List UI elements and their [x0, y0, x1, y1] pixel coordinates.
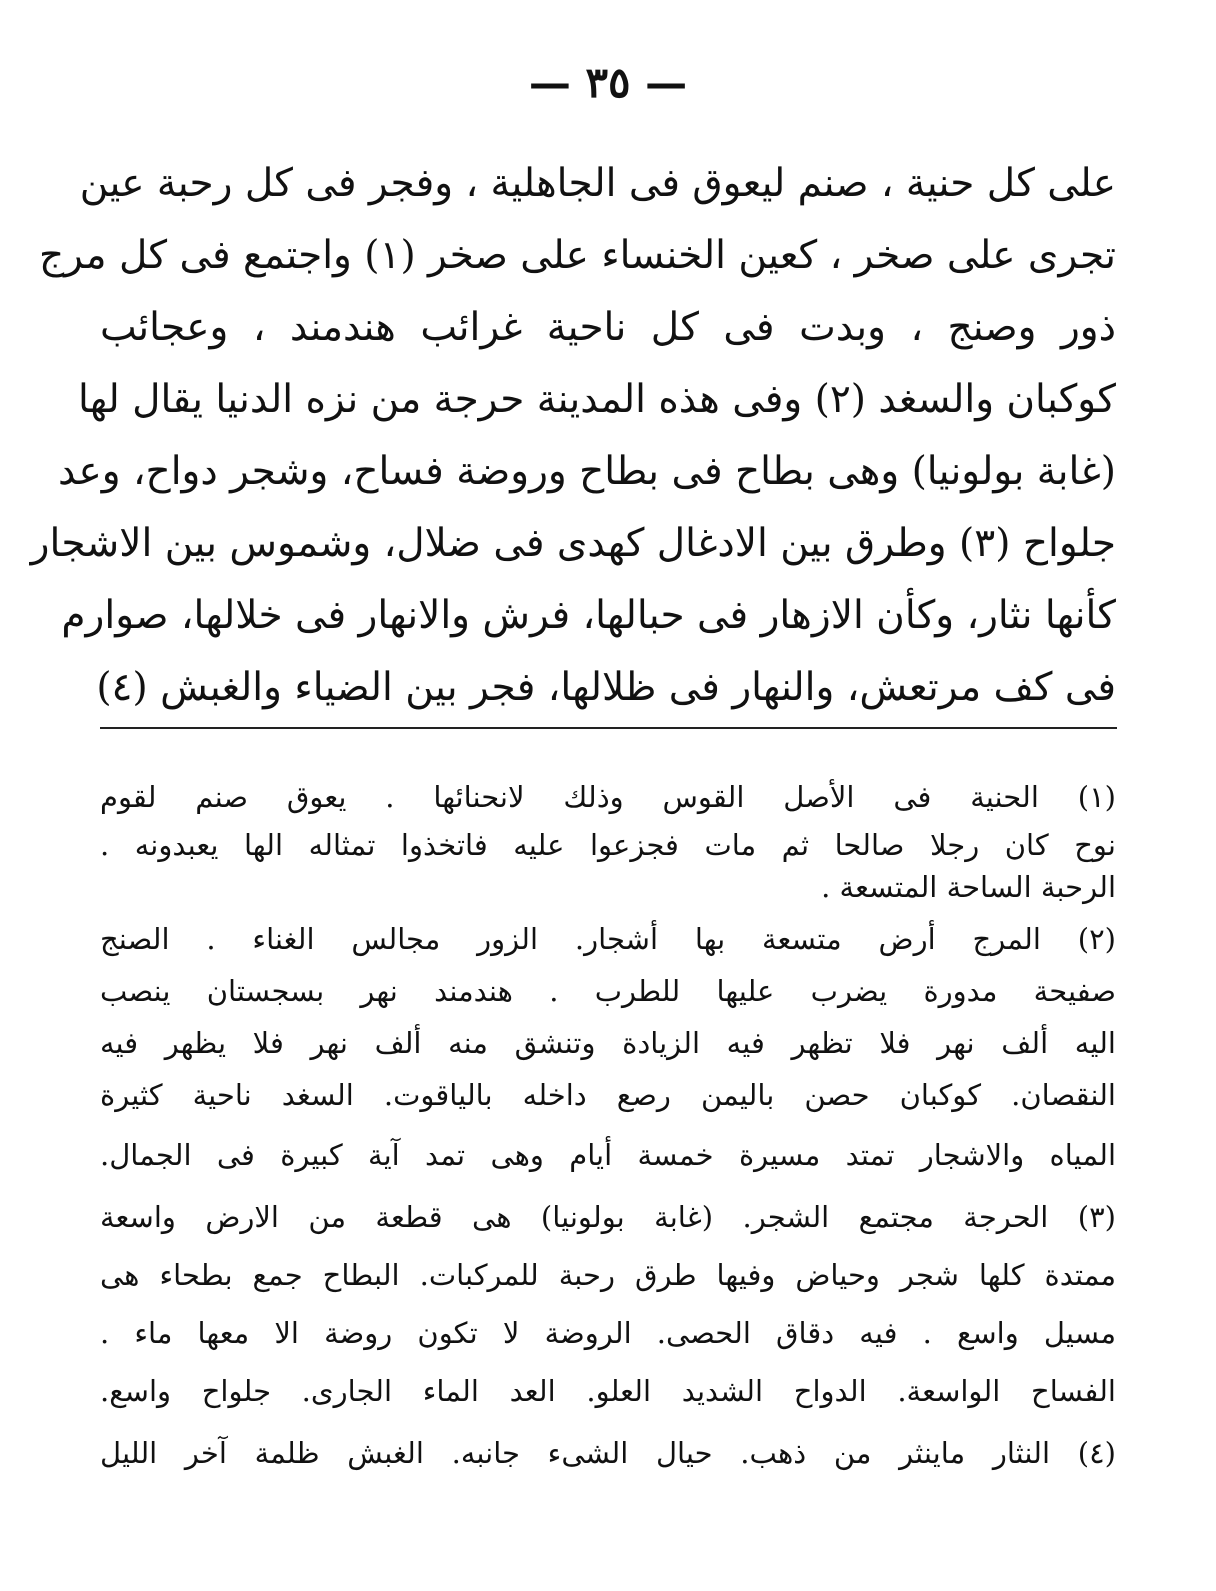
page-number: — ٣٥ —: [528, 58, 688, 107]
body-text-line: (غابة بولونيا) وهى بطاح فى بطاح وروضة فساح، وشجر دواح، وعد: [57, 449, 1116, 494]
footnote-line: النقصان. كوكبان حصن باليمن رصع داخله بالياقوت. السغد ناحية كثيرة: [100, 1078, 1116, 1112]
footnote-line: اليه ألف نهر فلا تظهر فيه الزيادة وتنشق منه ألف نهر فلا يظهر فيه: [100, 1026, 1116, 1060]
footnote-line: الرحبة الساحة المتسعة .: [821, 870, 1116, 904]
footnote-line: المياه والاشجار تمتد مسيرة خمسة أيام وهى تمد آية كبيرة فى الجمال.: [100, 1138, 1116, 1172]
body-text-line: كوكبان والسغد (٢) وفى هذه المدينة حرجة من نزه الدنيا يقال لها: [78, 377, 1116, 422]
body-text-line: فى كف مرتعش، والنهار فى ظلالها، فجر بين الضياء والغبش (٤): [96, 665, 1116, 710]
footnote-line: مسيل واسع . فيه دقاق الحصى. الروضة لا تكون روضة الا معها ماء .: [100, 1316, 1116, 1350]
footnote-line: نوح كان رجلا صالحا ثم مات فجزعوا عليه فاتخذوا تمثاله الها يعبدونه .: [100, 828, 1116, 862]
body-text-line: على كل حنية ، صنم ليعوق فى الجاهلية ، وفجر فى كل رحبة عين: [79, 161, 1116, 206]
body-text-line: كأنها نثار، وكأن الازهار فى حبالها، فرش والانهار فى خلالها، صوارم: [61, 593, 1116, 638]
body-text-line: ذور وصنج ، وبدت فى كل ناحية غرائب هندمند ، وعجائب: [100, 305, 1116, 350]
footnote-divider: [100, 727, 1117, 729]
footnote-line: الفساح الواسعة. الدواح الشديد العلو. العد الماء الجارى. جلواح واسع.: [100, 1374, 1116, 1408]
footnote-line: (٤) النثار ماينثر من ذهب. حيال الشىء جانبه. الغبش ظلمة آخر الليل: [100, 1436, 1116, 1470]
footnote-line: (٢) المرج أرض متسعة بها أشجار. الزور مجالس الغناء . الصنج: [100, 922, 1116, 956]
body-text-line: جلواح (٣) وطرق بين الادغال كهدى فى ضلال، وشموس بين الاشجار: [30, 521, 1116, 566]
footnote-line: صفيحة مدورة يضرب عليها للطرب . هندمند نهر بسجستان ينصب: [100, 974, 1116, 1008]
body-text-line: تجرى على صخر ، كعين الخنساء على صخر (١) واجتمع فى كل مرج: [38, 233, 1116, 278]
footnote-line: (١) الحنية فى الأصل القوس وذلك لانحنائها . يعوق صنم لقوم: [100, 780, 1116, 814]
footnote-line: (٣) الحرجة مجتمع الشجر. (غابة بولونيا) هى قطعة من الارض واسعة: [100, 1200, 1116, 1234]
footnote-line: ممتدة كلها شجر وحياض وفيها طرق رحبة للمركبات. البطاح جمع بطحاء هى: [100, 1258, 1116, 1292]
